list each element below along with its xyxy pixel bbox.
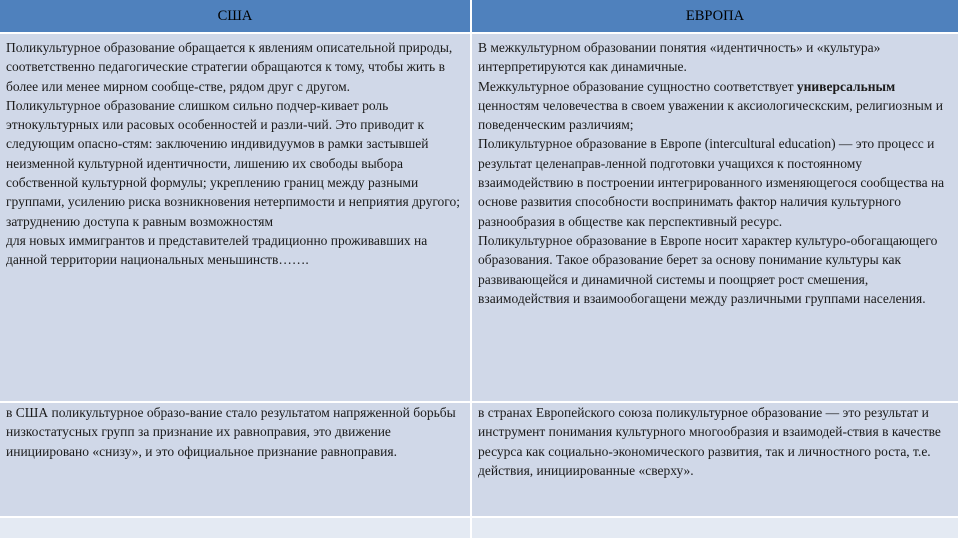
- europe-text-bold: универсальным: [796, 78, 896, 94]
- usa-approach-text: Поликультурное образование обращается к явлениям описательной природы, соответственно педагогические стратегии обращаются к тому, чтобы жить в более или менее мирном сообще-стве, рядом друг с другом. Поликультурное образование слишком сильно подчер-кивает роль этнокультурных или расовых особенностей и разли-чий. Это приводит к следующим опасно-стям: заключению индивидуумов в рамки застывшей неизменной культурной идентичности, лишению их свободы выбора собственной культурной формулы; укреплению границ между разными группами, усилению риска возникновения нетерпимости и неприятия другого; затруднению доступа к равным возможностям для новых иммигрантов и представителей традиционно проживавших на данной территории национальных меньшинств…….: [6, 40, 460, 268]
- header-europe: ЕВРОПА: [472, 0, 960, 34]
- table-row: [0, 34, 960, 403]
- cell-empty-left: [0, 518, 472, 540]
- header-row: [0, 0, 960, 34]
- cell-usa-origin: [0, 403, 472, 518]
- table-row: [0, 403, 960, 518]
- europe-origin-text: в странах Европейского союза поликультурное образование — это результат и инструмент понимания культурного многообразия и взаимодей-ствия в качестве ресурса как социально-экономического развития, так и личностного роста, т.е. действия, инициированные «сверху».: [478, 404, 941, 478]
- europe-text-part2: ценностям человечества в своем уважении к аксиологическским, религиозным и поведенческим различиям; Поликультурное образование в Европе (intercultural education) — это процесс и результат целенаправ-ленной подготовки учащихся к постоянному взаимодействию в построении интегрированного изменяющегося сообщества на основе развития способности воспринимать фактор наличия культурного разнообразия в обществе как перспективный ресурс. Поликультурное образование в Европе носит характер культуро-обогащающего образования. Такое образование берет за основу понимание культуры как развивающейся и динамичной системы и поощряет рост смешения, взаимодействия и взаимообогащени между различными группами населения.: [478, 97, 945, 306]
- header-usa: США: [0, 0, 472, 34]
- cell-usa-approach: [0, 34, 472, 403]
- cell-europe-approach: [472, 34, 960, 403]
- cell-europe-origin: [472, 403, 960, 518]
- cell-empty-right: [472, 518, 960, 540]
- europe-text-part1: В межкультурном образовании понятия «идентичность» и «культура» интерпретируются как динамичные. Межкультурное образование сущностно соответствует: [478, 40, 881, 94]
- usa-origin-text: в США поликультурное образо-вание стало результатом напряженной борьбы низкостатусных групп за признание их равноправия, это движение инициировано «снизу», и это официальное признание равноправия.: [6, 404, 456, 459]
- empty-row: [0, 518, 960, 540]
- europe-approach-text: [478, 38, 956, 308]
